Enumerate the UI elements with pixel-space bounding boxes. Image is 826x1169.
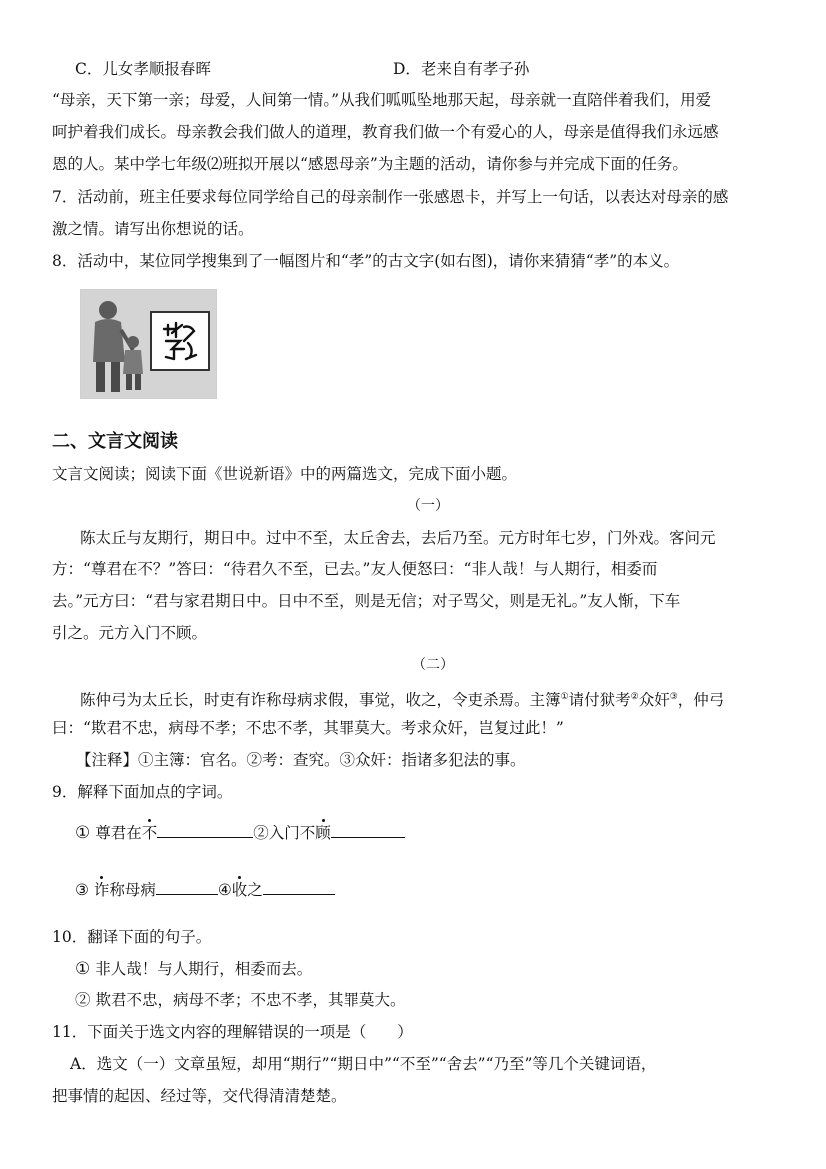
option-d: D．老来自有孝子孙 xyxy=(393,60,530,78)
answer-blank[interactable] xyxy=(157,823,253,838)
passage-two-line-1: 陈仲弓为太丘长，时吏有诈称母病求假，事觉，收之，令吏杀焉。主簿①请付狱考②众奸③，仲弓 xyxy=(80,691,725,710)
question-7-line-1: 7．活动前，班主任要求每位同学给自己的母亲制作一张感恩卡，并写上一句话，以表达对母亲的感 xyxy=(52,188,729,206)
option-c: C．儿女孝顺报春晖 xyxy=(75,60,211,78)
passage-two-line-2: 曰：“欺君不忠，病母不孝；不忠不孝，其罪莫大。考求众奸，岂复过此！” xyxy=(52,719,564,737)
answer-blank[interactable] xyxy=(156,880,218,895)
question-10: 10．翻译下面的句子。 xyxy=(52,928,212,946)
answer-blank[interactable] xyxy=(263,880,335,895)
question-11-option-a-line-2: 把事情的起因、经过等，交代得清清楚楚。 xyxy=(52,1087,347,1105)
passage-one-label: （一） xyxy=(407,498,449,514)
question-9-row-2: ③ 诈称母病 ④收之 xyxy=(75,879,335,901)
question-10-item-2: ② 欺君不忠，病母不孝；不忠不孝，其罪莫大。 xyxy=(75,991,406,1009)
question-9: 9．解释下面加点的字词。 xyxy=(52,783,233,801)
passage-line-3: 恩的人。某中学七年级⑵班拟开展以“感恩母亲”为主题的活动，请你参与并完成下面的任务。 xyxy=(52,155,688,173)
annotation-note: 【注释】①主簿：官名。②考：查究。③众奸：指诸多犯法的事。 xyxy=(76,751,526,769)
passage-line-2: 呵护着我们成长。母亲教会我们做人的道理，教育我们做一个有爱心的人，母亲是值得我们永远感 xyxy=(52,123,719,141)
passage-line-1: “母亲，天下第一亲；母爱，人间第一情。”从我们呱呱坠地那天起，母亲就一直陪伴着我们，用爱 xyxy=(52,91,712,109)
question-11: 11．下面关于选文内容的理解错误的一项是（ ） xyxy=(52,1023,413,1041)
passage-one-line-2: 方：“尊君在不？”答曰：“待君久不至，已去。”友人便怒曰：“非人哉！与人期行，相委而 xyxy=(52,560,658,578)
answer-blank[interactable] xyxy=(331,823,405,838)
passage-two-label: （二） xyxy=(412,657,454,673)
question-8: 8．活动中，某位同学搜集到了一幅图片和“孝”的古文字(如右图)，请你来猜猜“孝”的本义。 xyxy=(52,252,680,270)
question-10-item-1: ① 非人哉！与人期行，相委而去。 xyxy=(75,959,313,979)
question-7-line-2: 激之情。请写出你想说的话。 xyxy=(52,220,254,238)
question-11-option-a-line-1: A．选文（一）文章虽短，却用“期行”“期日中”“不至”“舍去”“乃至”等几个关键词语， xyxy=(70,1055,657,1073)
section-title: 二、文言文阅读 xyxy=(52,431,178,452)
passage-one-line-1: 陈太丘与友期行，期日中。过中不至，太丘舍去，去后乃至。元方时年七岁，门外戏。客问元 xyxy=(80,529,716,547)
ancient-xiao-character xyxy=(150,311,210,371)
passage-one-line-3: 去。”元方曰：“君与家君期日中。日中不至，则是无信；对子骂父，则是无礼。”友人惭，下车 xyxy=(52,592,681,610)
passage-one-line-4: 引之。元方入门不顾。 xyxy=(52,624,208,642)
section-intro: 文言文阅读；阅读下面《世说新语》中的两篇选文，完成下面小题。 xyxy=(52,465,518,483)
question-9-row-1: ① 尊君在不 ②入门不顾 xyxy=(75,822,405,844)
